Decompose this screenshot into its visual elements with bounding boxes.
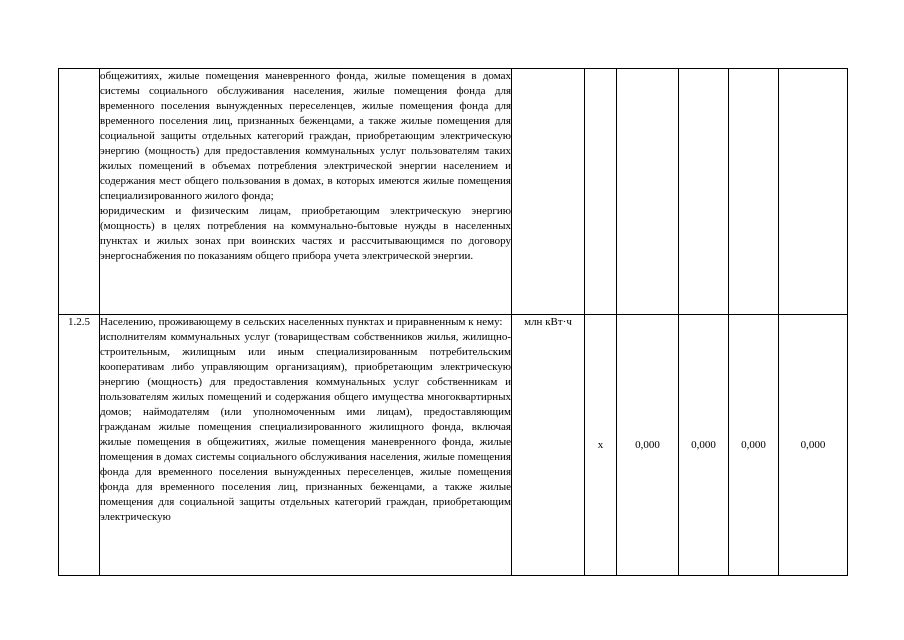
value-cell xyxy=(729,69,779,315)
mark-cell: x xyxy=(585,315,617,576)
row-number: 1.2.5 xyxy=(59,315,100,576)
description-paragraph: Населению, проживающему в сельских населенных пунктах и приравненным к нему: xyxy=(100,316,503,328)
value-cell: 0,000 xyxy=(617,315,679,576)
unit-cell: млн кВт·ч xyxy=(512,315,585,576)
value-cell: 0,000 xyxy=(779,315,848,576)
unit-cell xyxy=(512,69,585,315)
table-row xyxy=(59,69,848,315)
value-cell xyxy=(679,69,729,315)
value-cell xyxy=(779,69,848,315)
row-number xyxy=(59,69,100,315)
description-paragraph: юридическим и физическим лицам, приобретающим электрическую энергию (мощность) в целях потребления на коммунально-бытовые нужды в населенных пунктах и жилых зонах при воинских частях и рассчитывающимся по договору энергоснабжения по показаниям общего прибора учета электрической энергии. xyxy=(100,205,511,262)
mark-cell xyxy=(585,69,617,315)
description-paragraph: исполнителям коммунальных услуг (товариществам собственников жилья, жилищно-строительным, жилищным или иным специализированным потребительским кооперативам либо управляющим организациям), приобретающим электрическую энергию (мощность) для предоставления коммунальных услуг собственникам и пользователям жилых помещений и содержания общего имущества многоквартирных домов; наймодателям (или уполномоченным ими лицам), предоставляющим гражданам жилые помещения специализированного жилищного фонда, включая жилые помещения в общежитиях, жилые помещения маневренного фонда, жилые помещения в домах системы социального обслуживания населения, жилые помещения фонда для временного поселения вынужденных переселенцев, жилые помещения фонда для временного поселения лиц, признанных беженцами, а также жилые помещения для социальной защиты отдельных категорий граждан, приобретающим электрическую xyxy=(100,331,511,523)
description-paragraph: общежитиях, жилые помещения маневренного фонда, жилые помещения в домах системы социального обслуживания населения, жилые помещения фонда для временного поселения вынужденных переселенцев, жилые помещения фонда для временного поселения лиц, признанных беженцами, а также жилые помещения для социальной защиты отдельных категорий граждан, приобретающим электрическую энергию (мощность) для предоставления коммунальных услуг пользователям таких жилых помещений в объемах потребления электрической энергии населением и содержания мест общего пользования в домах, в которых имеются жилые помещения специализированного жилого фонда; xyxy=(100,70,511,202)
volume-table xyxy=(58,68,848,576)
value-cell xyxy=(617,69,679,315)
value-cell: 0,000 xyxy=(729,315,779,576)
value-cell: 0,000 xyxy=(679,315,729,576)
table-row xyxy=(59,315,848,576)
row-description xyxy=(100,315,512,576)
row-description xyxy=(100,69,512,315)
